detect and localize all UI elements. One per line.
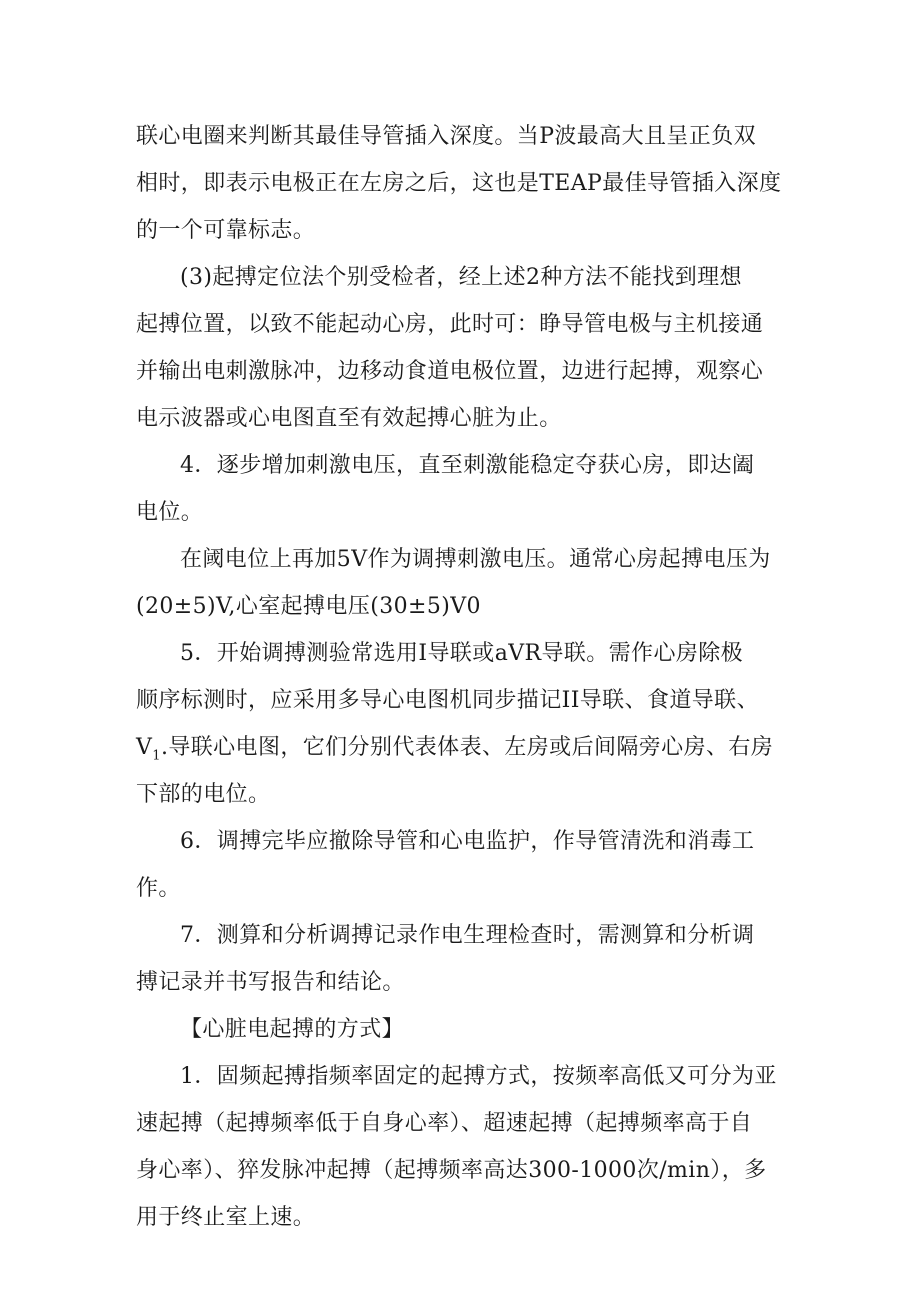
text-line: (3)起搏定位法个别受检者，经上述2种方法不能找到理想 <box>180 265 742 290</box>
text-line: 1．固频起搏指频率固定的起搏方式，按频率高低又可分为亚 <box>180 1064 777 1089</box>
text-line: 4．逐步增加刺激电压，直至刺激能稳定夺获心房，即达阖 <box>180 453 755 478</box>
text-line: (20±5)V,心室起搏电压(30±5)V0 <box>136 594 481 619</box>
heading-text: 【心脏电起搏的方式】 <box>180 1017 405 1042</box>
lead-v-label: V <box>136 735 153 760</box>
paragraph-step-6 <box>136 818 796 912</box>
text-line: 的一个可靠标志。 <box>136 218 316 243</box>
document-body <box>136 113 796 1241</box>
text-line: 在阈电位上再加5V作为调搏刺激电压。通常心房起搏电压为 <box>180 547 771 572</box>
text-line: 联心电圈来判断其最佳导管插入深度。当P波最高大且呈正负双 <box>136 124 757 149</box>
paragraph-pacing-positioning <box>136 254 796 442</box>
paragraph-fixed-rate-pacing <box>136 1053 796 1241</box>
paragraph-threshold-voltage <box>136 536 796 630</box>
text-line: 用于终止室上速。 <box>136 1205 316 1230</box>
text-line: 顺序标测时，应采用多导心电图机同步描记II导联、食道导联、 <box>136 688 759 713</box>
text-line: 作。 <box>136 876 181 901</box>
paragraph-depth-judgement <box>136 113 796 254</box>
paragraph-step-4 <box>136 442 796 536</box>
text-line: 7．测算和分析调搏记录作电生理检查时，需测算和分析调 <box>180 923 755 948</box>
text-line: 电示波器或心电图直至有效起搏心脏为止。 <box>136 406 562 431</box>
text-line: 相时，即表示电极正在左房之后，这也是TEAP最佳导管插入深度 <box>136 171 782 196</box>
text-line: 搏记录并书写报告和结论。 <box>136 970 405 995</box>
lead-subscript: 1 <box>152 748 161 764</box>
text-line: 并输出电刺激脉冲，边移动食道电极位置，边进行起搏，观察心 <box>136 359 764 384</box>
text-segment: .导联心电图，它们分别代表体表、左房或后间隔旁心房、右房 <box>160 735 774 760</box>
text-line-with-subscript <box>136 724 796 771</box>
text-line: 5．开始调搏测验常选用I导联或aVR导联。需作心房除极 <box>180 641 744 666</box>
text-line: 电位。 <box>136 500 204 525</box>
text-line: 起搏位置，以致不能起动心房，此时可：睁导管电极与主机接通 <box>136 312 764 337</box>
paragraph-step-7 <box>136 912 796 1006</box>
text-line: 下部的电位。 <box>136 782 271 807</box>
paragraph-step-5 <box>136 630 796 818</box>
text-line: 身心率）、猝发脉冲起搏（起搏频率高达300-1000次/min），多 <box>136 1158 767 1183</box>
text-line: 6．调搏完毕应撤除导管和心电监护，作导管清洗和消毒工 <box>180 829 755 854</box>
section-heading <box>136 1006 796 1053</box>
text-line: 速起搏（起搏频率低于自身心率）、超速起搏（起搏频率高于自 <box>136 1111 753 1136</box>
